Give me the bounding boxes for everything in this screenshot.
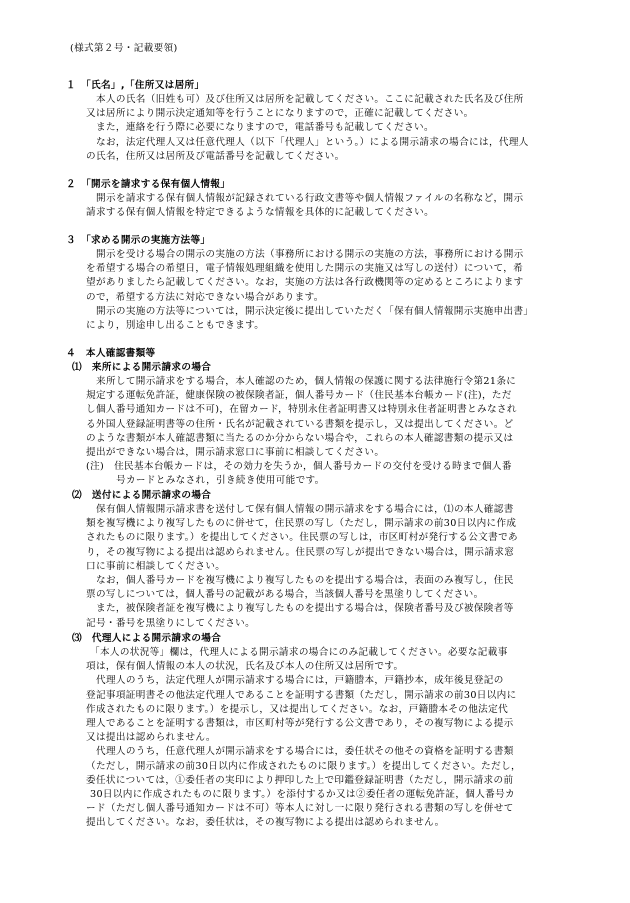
paragraph-line: 開示を受ける場合の開示の実施の方法（事務所における開示の実施の方法，事務所における開示 [96, 249, 524, 260]
paragraph-line: により，別途申し出ることもできます。 [86, 319, 265, 331]
paragraph-line: また，連絡を行う際に必要になりますので，電話番号も記載してください。 [96, 122, 434, 134]
section-1-heading: １ 「氏名」,「住所又は居所」 [66, 80, 205, 91]
subsection-3-heading: ⑶ 代理人による開示請求の場合 [72, 633, 222, 644]
paragraph-line: 請求する保有個人情報を特定できるような情報を具体的に記載してください。 [86, 207, 435, 219]
paragraph-line: 保有個人情報開示請求書を送付して保有個人情報の開示請求をする場合には，⑴の本人確認書 [96, 504, 514, 515]
paragraph-line: を希望する場合の希望日，電子情報処理組織を使用した開示の実施又は写しの送付）について，希 [86, 263, 524, 275]
section-4-heading: ４ 本人確認書類等 [66, 348, 156, 359]
section-3-heading: ３ 「求める開示の実施方法等」 [66, 235, 211, 246]
paragraph-line: 項は，保有個人情報の本人の状況，氏名及び本人の住所又は居所です。 [86, 661, 404, 673]
paragraph-line: の氏名，住所又は居所及び電話番号を記載してください。 [86, 150, 345, 162]
paragraph-line: 票の写しについては，個人番号の記載がある場合，当該個人番号を黒塗りしてください。 [86, 589, 484, 601]
section-3-body [86, 248, 533, 333]
paragraph-line: り，その複写物による提出は認められません。住民票の写しが提出できない場合は，開示請求窓 [86, 546, 515, 558]
subsection-2-body [86, 503, 518, 631]
paragraph-line: 開示の実施の方法等については，開示決定後に提出していただく「保有個人情報開示実施申出書」 [96, 305, 534, 317]
paragraph-line: 記号・番号を黒塗りにしてください。 [86, 617, 256, 629]
paragraph-line: のような書類が本人確認書類に当たるのか分からない場合や，これらの本人確認書類の提示又は [86, 432, 514, 444]
paragraph-line: （ただし，開示請求の前30日以内に作成されたものに限ります。）を提出してください。ただし， [86, 760, 521, 772]
paragraph-line: 提出してください。なお，委任状は，その複写物による提出は認められません。 [86, 817, 445, 829]
subsection-3-body [86, 646, 521, 830]
section-2-body [86, 192, 523, 220]
paragraph-line: 「本人の状況等」欄は，代理人による開示請求の場合にのみ記載してください。必要な記載事 [90, 647, 508, 658]
paragraph-line: 代理人のうち，法定代理人が開示請求する場合には，戸籍謄本，戸籍抄本，成年後見登記の [96, 675, 504, 687]
paragraph-line: なお，法定代理人又は任意代理人（以下「代理人」という。）による開示請求の場合には，代理人 [96, 136, 529, 148]
section-1-body [86, 93, 529, 164]
paragraph-line: 代理人のうち，任意代理人が開示請求をする場合には，委任状その他その資格を証明する書類 [96, 746, 514, 758]
paragraph-line: ード（ただし個人番号通知カードは不可）等本人に対し一に限り発行される書類の写しを併せて [86, 803, 514, 815]
paragraph-line: ので，希望する方法に対応できない場合があります。 [86, 291, 324, 303]
paragraph-line: る外国人登録証明書等の住所・氏名が記載されている書類を提示し，又は提出してください。ど [86, 418, 514, 430]
subsection-1-heading: ⑴ 来所による開示請求の場合 [72, 362, 212, 373]
paragraph-line: されたものに限ります。）を提出してください。住民票の写しは，市区町村が発行する公文書であ [86, 532, 518, 544]
form-label: (様式第２号・記載要領) [70, 43, 178, 54]
paragraph-line: 又は提出は認められません。 [86, 732, 216, 744]
section-2-heading: ２ 「開示を請求する保有個人情報」 [66, 179, 231, 190]
note-line: 号カードとみなされ，引き続き使用可能です。 [116, 475, 325, 487]
subsection-2-heading: ⑵ 送付による開示請求の場合 [72, 490, 212, 501]
paragraph-line: 開示を請求する保有個人情報が記録されている行政文書等や個人情報ファイルの名称など，開示 [96, 193, 524, 204]
paragraph-line: 本人の氏名（旧姓も可）及び住所又は居所を記載してください。ここに記載された氏名及び住所 [96, 94, 524, 105]
paragraph-line: し個人番号通知カードは不可)，在留カード，特別永住者証明書又は特別永住者証明書とみなされ [86, 404, 517, 416]
paragraph-line: 望がありましたら記載してください。なお，実施の方法は各行政機関等の定めるところによります [86, 277, 524, 289]
paragraph-line: 提出ができない場合は，開示請求窓口に事前に相談してください。 [86, 446, 385, 458]
paragraph-line: 又は居所により開示決定通知等を行うことになりますので，正確に記載してください。 [86, 108, 474, 120]
note-line: (注) 住民基本台帳カードは，その効力を失うか，個人番号カードの交付を受ける時まで個人番 [86, 461, 512, 473]
paragraph-line: 口に事前に相談してください。 [86, 560, 226, 572]
paragraph-line: 登記事項証明書その他法定代理人であることを証明する書類（ただし，開示請求の前30日以内に [86, 689, 517, 701]
paragraph-line: 規定する運転免許証，健康保険の被保険者証，個人番号カード（住民基本台帳カード(注)，ただ [86, 390, 512, 402]
paragraph-line: 類を複写機により複写したものに併せて，住民票の写し（ただし，開示請求の前30日以内に作成 [86, 518, 517, 530]
paragraph-line: 委任状については，①委任者の実印により押印した上で印鑑登録証明書（ただし，開示請求の前 [86, 774, 514, 786]
paragraph-line: なお，個人番号カードを複写機により複写したものを提出する場合は，表面のみ複写し，住民 [96, 574, 514, 586]
paragraph-line: また，被保険者証を複写機により複写したものを提出する場合は，保険者番号及び被保険者等 [96, 603, 514, 615]
paragraph-line: 作成されたものに限ります。）を提示し，又は提出してください。なお，戸籍謄本その他法定代 [86, 703, 509, 715]
paragraph-line: 来所して開示請求をする場合，本人確認のため，個人情報の保護に関する法律施行令第21条に [96, 376, 517, 387]
paragraph-line: 30日以内に作成されたものに限ります。）を添付するか又は②委任者の運転免許証，個人番号カ [90, 788, 515, 800]
subsection-1-body [86, 375, 517, 489]
paragraph-line: 理人であることを証明する書類は，市区町村等が発行する公文書であり，その複写物による提示 [86, 717, 514, 729]
